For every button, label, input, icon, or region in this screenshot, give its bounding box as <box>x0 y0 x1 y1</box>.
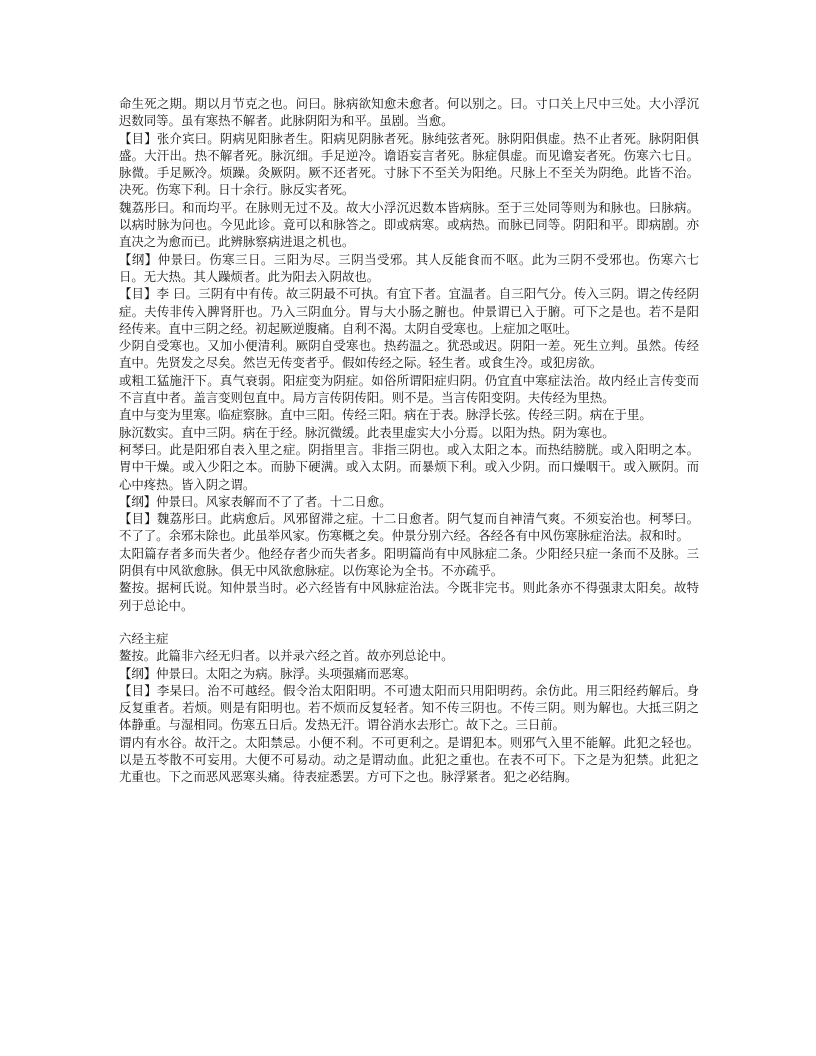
paragraph: 少阴自受寒也。又加小便清利。厥阴自受寒也。热药温之。犹恐或迟。阴阳一差。死生立判。虽然。传经直中。先贤发之尽矣。然岂无传变者乎。假如传经之际。轻生者。或食生冷。或犯房欲。 <box>119 338 699 371</box>
paragraph: 【纲】仲景曰。太阳之为病。脉浮。头项强痛而恶寒。 <box>119 665 417 681</box>
section-heading: 六经主症 <box>119 630 169 646</box>
paragraph: 谓内有水谷。故汗之。太阳禁忌。小便不利。不可更利之。是谓犯本。则邪气入里不能解。此犯之轻也。以是五苓散不可妄用。大便不可易动。动之是谓动血。此犯之重也。在表不可下。下之是为犯禁。此犯之尤重也。下之而恶风恶寒头痛。待表症悉罢。方可下之也。脉浮紧者。犯之必结胸。 <box>119 734 699 785</box>
paragraph: 直中与变为里寒。临症察脉。直中三阳。传经三阳。病在于表。脉浮长弦。传经三阴。病在于里。 <box>119 407 652 423</box>
paragraph: 柯琴曰。此是阳邪自表入里之症。阴指里言。非指三阴也。或入太阳之本。而热结膀胱。或入阳明之本。胃中干燥。或入少阳之本。而胁下硬满。或入太阴。而暴烦下利。或入少阴。而口燥咽干。或入厥阴。而心中疼热。皆入阴之谓。 <box>119 441 699 492</box>
paragraph: 鳌按。据柯氏说。知仲景当时。必六经皆有中风脉症治法。今既非完书。则此条亦不得强隶太阳矣。故特列于总论中。 <box>119 580 699 613</box>
paragraph: 【纲】仲景曰。伤寒三日。三阳为尽。三阴当受邪。其人反能食而不呕。此为三阴不受邪也。伤寒六七日。无大热。其人躁烦者。此为阳去入阴故也。 <box>119 251 699 284</box>
paragraph: 【纲】仲景曰。风家表解而不了了者。十二日愈。 <box>119 493 392 509</box>
blank-line <box>119 614 699 630</box>
paragraph: 脉沉数实。直中三阴。病在于经。脉沉微缓。此表里虚实大小分焉。以阳为热。阴为寒也。 <box>119 424 615 440</box>
paragraph: 【目】魏荔彤曰。此病愈后。风邪留滞之症。十二日愈者。阴气复而自神清气爽。不须妄治也。柯琴曰。不了了。余邪未除也。此虽举风家。伤寒概之矣。仲景分别六经。各经各有中风伤寒脉症治法。叔和时。 <box>119 511 699 544</box>
paragraph: 或粗工猛施汗下。真气衰弱。阳症变为阴症。如俗所谓阳症归阴。仍宜直中寒症法治。故内经止言传变而不言直中者。盖言变则包直中。局方言传阴传阳。则不是。当言传阳变阴。夫传经为里热。 <box>119 372 699 406</box>
paragraph: 命生死之期。期以月节克之也。问曰。脉病欲知愈未愈者。何以别之。曰。寸口关上尺中三处。大小浮沉迟数同等。虽有寒热不解者。此脉阴阳为和平。虽剧。当愈。 <box>119 96 699 129</box>
paragraph: 【目】李 曰。三阴有中有传。故三阴最不可执。有宜下者。宜温者。自三阳气分。传入三阴。谓之传经阴症。夫传非传入脾肾肝也。乃入三阴血分。胃与大小肠之腑也。仲景谓已入于腑。可下之是也。若不是阳经传来。直中三阴之经。初起厥逆腹痛。自利不渴。太阴自受寒也。上症加之呕吐。 <box>119 286 699 336</box>
document-page <box>119 95 699 786</box>
paragraph: 鳌按。此篇非六经无归者。以并录六经之首。故亦列总论中。 <box>119 648 454 664</box>
paragraph: 太阳篇存者多而失者少。他经存者少而失者多。阳明篇尚有中风脉症二条。少阳经只症一条而不及脉。三阴俱有中风欲愈脉。俱无中风欲愈脉症。以伤寒论为全书。不亦疏乎。 <box>119 545 699 579</box>
paragraph: 【目】张介宾曰。阴病见阳脉者生。阳病见阴脉者死。脉纯弦者死。脉阴阳俱虚。热不止者死。脉阴阳俱盛。大汗出。热不解者死。脉沉细。手足逆冷。谵语妄言者死。脉症俱虚。而见谵妄者死。伤寒六七日。脉微。手足厥冷。烦躁。灸厥阴。厥不还者死。寸脉下不至关为阳绝。尺脉上不至关为阴绝。此皆不治。决死。伤寒下利。日十余行。脉反实者死。 <box>119 130 699 198</box>
paragraph: 魏荔彤曰。和而均平。在脉则无过不及。故大小浮沉迟数本皆病脉。至于三处同等则为和脉也。曰脉病。以病时脉为问也。今见此诊。竟可以和脉答之。即或病寒。或病热。而脉已同等。阴阳和平。即病剧。亦直决之为愈而已。此辨脉察病进退之机也。 <box>119 199 699 250</box>
paragraph: 【目】李杲曰。治不可越经。假令治太阳阳明。不可遗太阳而只用阳明药。余仿此。用三阳经药解后。身反复重者。若烦。则是有阳明也。若不烦而反复轻者。知不传三阴也。不传三阴。则为解也。大抵三阴之体静重。与湿相同。伤寒五日后。发热无汗。谓谷消水去形亡。故下之。三日前。 <box>119 682 699 733</box>
